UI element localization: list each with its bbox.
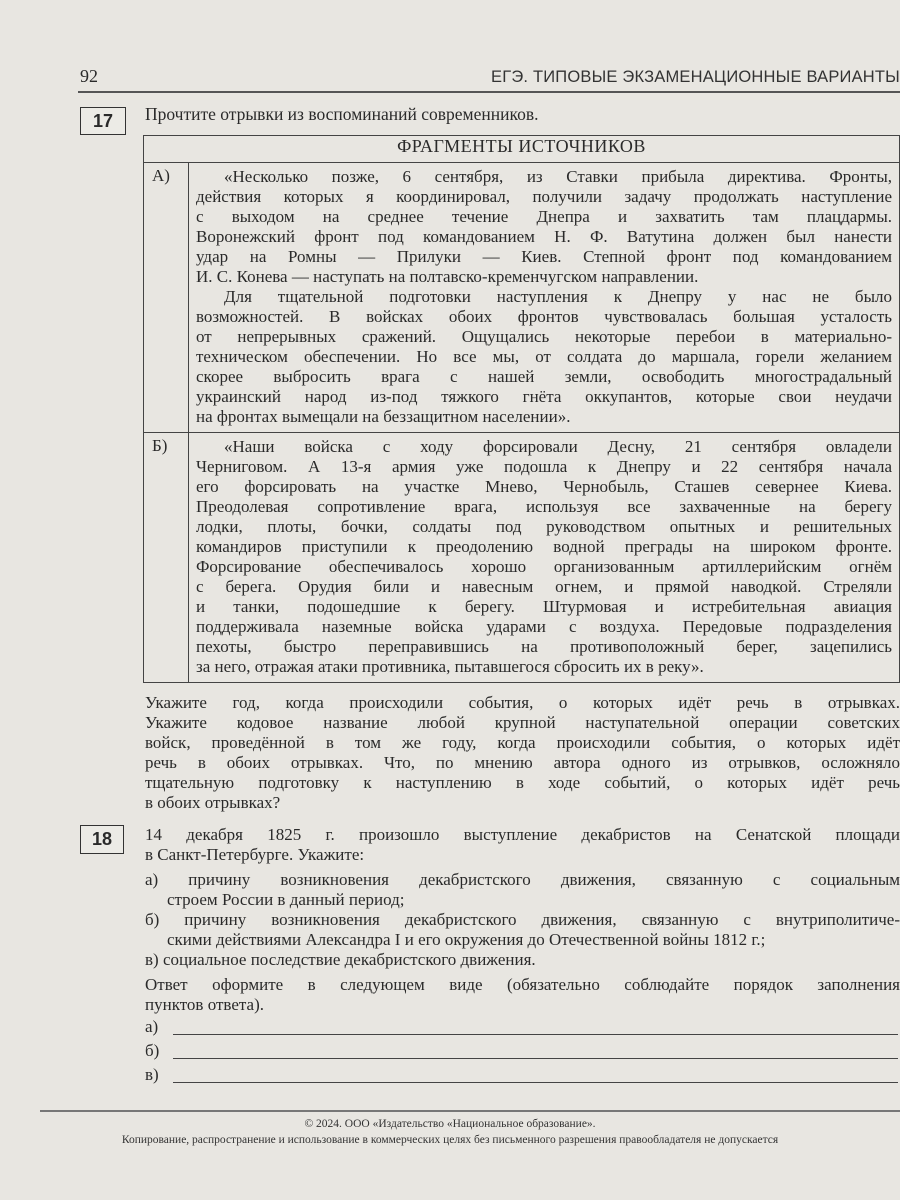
text-line: с берега. Орудия били и навесным огнем, и прямой наводкой. Стреляли	[196, 577, 892, 596]
text-line: действия которых я координировал, получили задачу продолжать наступление	[196, 187, 892, 206]
footer-notice: Копирование, распространение и использование в коммерческих целях без письменного разрешения правообладателя не допускается	[121, 1134, 779, 1146]
answer-label-a: а)	[145, 1017, 159, 1036]
text-line: за него, отражая атаки противника, пытавшегося сбросить их в реку».	[196, 657, 704, 676]
task-17-intro: Прочтите отрывки из воспоминаний современников.	[145, 104, 539, 124]
text-line: скорее выбросить врага с нашей земли, освободить многострадальный	[196, 367, 892, 386]
text-line: командиров приступили к преодолению водной преграды на широком фронте.	[196, 537, 892, 556]
answer-row-a	[145, 1017, 900, 1041]
sources-table	[143, 135, 900, 683]
text-line: а) причину возникновения декабристского движения, связанную с социальным	[145, 870, 900, 889]
page-content	[78, 102, 900, 1089]
fragment-a-row	[144, 163, 900, 433]
text-line: тщательную подготовку к наступлению в ходе событий, о которых идёт речь	[145, 773, 900, 792]
task-18-answer-instructions	[145, 975, 900, 1015]
answer-label-c: в)	[145, 1065, 159, 1084]
task-18-intro	[145, 825, 900, 865]
text-line: «Наши войска с ходу форсировали Десну, 21 сентября овладели	[224, 437, 892, 456]
text-line: Для тщательной подготовки наступления к Днепру у нас не было	[224, 287, 892, 306]
answer-line-b[interactable]	[173, 1058, 898, 1059]
text-line: лодки, плоты, бочки, солдаты под руководством опытных и решительных	[196, 517, 892, 536]
text-line: строем России в данный период;	[167, 890, 405, 909]
text-line: в) социальное последствие декабристского движения.	[145, 950, 536, 969]
text-line: Укажите год, когда происходили события, о которых идёт речь в отрывках.	[145, 693, 900, 712]
task-17-number: 17	[80, 107, 126, 135]
task-18	[78, 825, 900, 1089]
answer-label-b: б)	[145, 1041, 160, 1060]
text-line: с выходом на среднее течение Днепра и захватить там плацдармы.	[196, 207, 892, 226]
task-18-items	[145, 870, 900, 970]
text-line: И. С. Конева — наступать на полтавско-кременчугском направлении.	[196, 267, 699, 286]
text-line: Воронежский фронт под командованием Н. Ф. Ватутина должен был нанести	[196, 227, 892, 246]
fragment-a-text	[189, 163, 900, 433]
text-line: в обоих отрывках?	[145, 793, 281, 812]
task-17	[78, 103, 900, 813]
text-line: речь в обоих отрывках. Что, по мнению автора одного из отрывков, осложняло	[145, 753, 900, 772]
footer-copyright: © 2024. ООО «Издательство «Национальное образование».	[304, 1118, 596, 1130]
text-line: Форсирование обеспечивалось хорошо организованным артиллерийским огнём	[196, 557, 892, 576]
answer-line-c[interactable]	[173, 1082, 898, 1083]
footer-divider	[40, 1110, 900, 1112]
text-line: скими действиями Александра I и его окружения до Отечественной войны 1812 г.;	[167, 930, 766, 949]
sources-table-header: ФРАГМЕНТЫ ИСТОЧНИКОВ	[397, 136, 646, 156]
header-divider	[78, 91, 900, 93]
text-line: Черниговом. А 13-я армия уже подошла к Днепру и 22 сентября начала	[196, 457, 892, 476]
text-line: техническом обеспечении. Но все мы, от солдата до маршала, горели желанием	[196, 347, 892, 366]
text-line: его форсировать на участке Мнево, Чернобыль, Сташев севернее Киева.	[196, 477, 892, 496]
answer-row-b	[145, 1041, 900, 1065]
text-line: 14 декабря 1825 г. произошло выступление декабристов на Сенатской площади	[145, 825, 900, 844]
task-18-number: 18	[80, 825, 124, 854]
answer-area	[145, 1017, 900, 1089]
text-line: Укажите кодовое название любой крупной наступательной операции советских	[145, 713, 900, 732]
text-line: пехоты, быстро переправившись на противоположный берег, зацепились	[196, 637, 892, 656]
text-line: удар на Ромны — Прилуки — Киев. Степной фронт под командованием	[196, 247, 892, 266]
answer-line-a[interactable]	[173, 1034, 898, 1035]
fragment-b-text	[189, 433, 900, 683]
fragment-label: Б)	[144, 433, 189, 683]
text-line: «Несколько позже, 6 сентября, из Ставки прибыла директива. Фронты,	[224, 167, 892, 186]
fragment-label: А)	[144, 163, 189, 433]
fragment-b-row	[144, 433, 900, 683]
text-line: б) причину возникновения декабристского движения, связанную с внутриполитиче-	[145, 910, 900, 929]
task-17-question	[145, 693, 900, 813]
text-line: Преодолевая сопротивление врага, используя все захваченные на берегу	[196, 497, 892, 516]
text-line: поддерживала наземные войска ударами с воздуха. Передовые подразделения	[196, 617, 892, 636]
text-line: и танки, подошедшие к берегу. Штурмовая и истребительная авиация	[196, 597, 892, 616]
text-line: Ответ оформите в следующем виде (обязательно соблюдайте порядок заполнения	[145, 975, 900, 994]
text-line: от непрерывных сражений. Ощущались некоторые перебои в материально-	[196, 327, 892, 346]
text-line: украинский народ из-под тяжкого гнёта оккупантов, которые свои неудачи	[196, 387, 892, 406]
text-line: войск, проведённой в том же году, когда происходили события, о которых идёт	[145, 733, 900, 752]
page-number: 92	[80, 66, 98, 86]
text-line: пунктов ответа).	[145, 995, 264, 1014]
text-line: в Санкт-Петербурге. Укажите:	[145, 845, 365, 864]
running-title: ЕГЭ. ТИПОВЫЕ ЭКЗАМЕНАЦИОННЫЕ ВАРИАНТЫ	[491, 68, 900, 86]
text-line: на фронтах вымещали на беззащитном населении».	[196, 407, 571, 426]
text-line: возможностей. В войсках обоих фронтов чувствовалась большая усталость	[196, 307, 892, 326]
answer-row-c	[145, 1065, 900, 1089]
